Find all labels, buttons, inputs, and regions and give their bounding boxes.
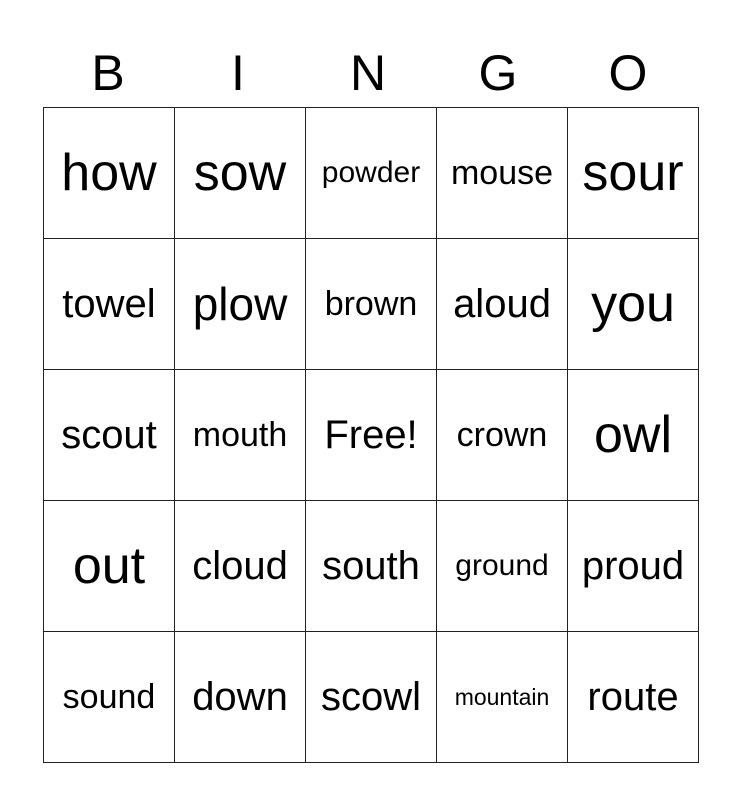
bingo-cell: mouth bbox=[175, 370, 306, 501]
bingo-cell: sour bbox=[568, 108, 699, 239]
bingo-cell: crown bbox=[437, 370, 568, 501]
bingo-cell: plow bbox=[175, 239, 306, 370]
bingo-cell: scowl bbox=[306, 632, 437, 763]
bingo-cell: scout bbox=[44, 370, 175, 501]
bingo-row bbox=[44, 632, 699, 763]
bingo-cell: mouse bbox=[437, 108, 568, 239]
bingo-cell: mountain bbox=[437, 632, 568, 763]
bingo-cell: how bbox=[44, 108, 175, 239]
bingo-header bbox=[43, 40, 693, 106]
bingo-cell: proud bbox=[568, 501, 699, 632]
free-space-cell: Free! bbox=[306, 370, 437, 501]
bingo-card bbox=[43, 107, 699, 763]
bingo-cell: ground bbox=[437, 501, 568, 632]
header-letter-b: B bbox=[91, 45, 125, 101]
bingo-row bbox=[44, 108, 699, 239]
bingo-cell: south bbox=[306, 501, 437, 632]
bingo-cell: towel bbox=[44, 239, 175, 370]
bingo-cell: route bbox=[568, 632, 699, 763]
bingo-cell: down bbox=[175, 632, 306, 763]
bingo-cell: you bbox=[568, 239, 699, 370]
bingo-row bbox=[44, 501, 699, 632]
bingo-row bbox=[44, 370, 699, 501]
bingo-cell: aloud bbox=[437, 239, 568, 370]
bingo-cell: sound bbox=[44, 632, 175, 763]
bingo-cell: out bbox=[44, 501, 175, 632]
header-letter-n: N bbox=[349, 45, 387, 101]
bingo-row bbox=[44, 239, 699, 370]
bingo-cell: brown bbox=[306, 239, 437, 370]
header-letter-g: G bbox=[478, 45, 518, 101]
bingo-cell: cloud bbox=[175, 501, 306, 632]
bingo-cell: owl bbox=[568, 370, 699, 501]
bingo-cell: powder bbox=[306, 108, 437, 239]
header-letter-i: I bbox=[231, 45, 245, 101]
header-letter-o: O bbox=[608, 45, 648, 101]
bingo-cell: sow bbox=[175, 108, 306, 239]
